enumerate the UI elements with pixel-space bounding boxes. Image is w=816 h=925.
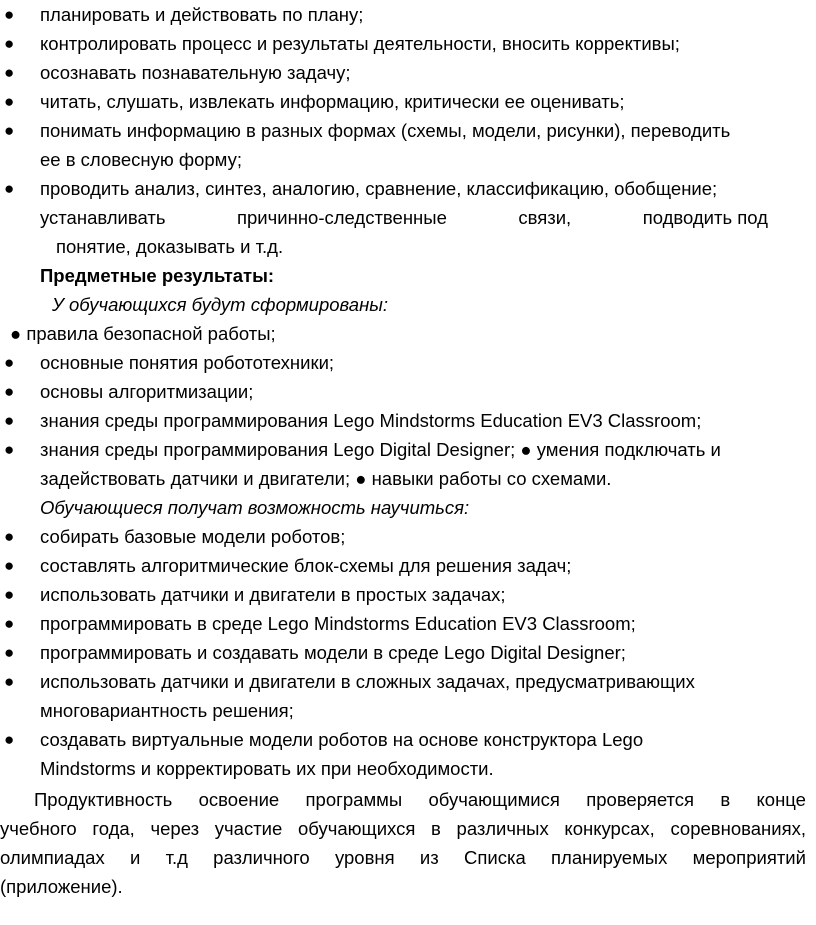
list-item-text: составлять алгоритмические блок-схемы для решения задач; [40, 555, 572, 576]
bullet-icon: ● [4, 585, 15, 604]
list-item-text: основы алгоритмизации; [40, 381, 254, 402]
bullet-icon: ● [4, 672, 15, 691]
paragraph-line: (приложение). [0, 876, 123, 897]
bullet-icon: ● [4, 63, 15, 82]
safety-rules-item: ● правила безопасной работы; [10, 323, 276, 344]
bullet-icon: ● [4, 440, 15, 459]
bullet-icon: ● [4, 643, 15, 662]
list-item [0, 0, 808, 29]
word: подводить под [642, 207, 768, 228]
list-item-text: понятие, доказывать и т.д. [56, 236, 284, 257]
list-item-text: контролировать процесс и результаты деятельности, вносить коррективы; [40, 33, 680, 54]
bullet-icon: ● [4, 92, 15, 111]
word: различных [456, 818, 549, 839]
list-item [0, 551, 808, 580]
final-paragraph [0, 785, 806, 901]
list-item-text: программировать и создавать модели в среде Lego Digital Designer; [40, 642, 626, 663]
list-item-text: осознавать познавательную задачу; [40, 62, 351, 83]
word: конкурсах, [564, 818, 655, 839]
list-item-text: знания среды программирования Lego Mindstorms Education EV3 Classroom; [40, 410, 702, 431]
bullet-icon: ● [4, 556, 15, 575]
list-item-text: собирать базовые модели роботов; [40, 526, 346, 547]
list-item [0, 58, 808, 87]
list-item-text: проводить анализ, синтез, аналогию, сравнение, классификацию, обобщение; [40, 178, 718, 199]
word: олимпиадах [0, 847, 105, 868]
list-item-text: задействовать датчики и двигатели; ● навыки работы со схемами. [40, 468, 612, 489]
paragraph-line [0, 843, 806, 872]
list-item-text: знания среды программирования Lego Digital Designer; ● умения подключать и [40, 439, 721, 460]
word: различного [213, 847, 310, 868]
list-item-text: программировать в среде Lego Mindstorms Education EV3 Classroom; [40, 613, 636, 634]
word: через [150, 818, 200, 839]
justified-line [40, 203, 768, 232]
list-item-text: ее в словесную форму; [40, 149, 242, 170]
list-item [0, 638, 808, 667]
list-item [0, 348, 808, 377]
list-item [0, 580, 808, 609]
learn-intro: Обучающиеся получат возможность научиться: [40, 497, 470, 518]
word: освоение [198, 789, 280, 810]
word: в [720, 789, 731, 810]
word: устанавливать [40, 207, 166, 228]
word: обучающихся [297, 818, 416, 839]
list-item-text: основные понятия робототехники; [40, 352, 335, 373]
list-item [0, 406, 808, 435]
word: программы [305, 789, 403, 810]
word: мероприятий [692, 847, 806, 868]
word: из [419, 847, 439, 868]
list-item-text: понимать информацию в разных формах (схемы, модели, рисунки), переводить [40, 120, 731, 141]
word: уровня [334, 847, 395, 868]
word: учебного [0, 818, 77, 839]
word: т.д [165, 847, 188, 868]
word: в [431, 818, 441, 839]
list-item-text: использовать датчики и двигатели в простых задачах; [40, 584, 506, 605]
list-item [0, 522, 808, 551]
bullet-icon: ● [4, 527, 15, 546]
bullet-icon: ● [4, 382, 15, 401]
word: конце [756, 789, 806, 810]
list-item-combined [0, 435, 808, 493]
bullet-icon: ● [4, 179, 15, 198]
bullet-icon: ● [4, 730, 15, 749]
word: планируемых [551, 847, 668, 868]
word: связи, [518, 207, 572, 228]
list-item [0, 609, 808, 638]
list-item-text: использовать датчики и двигатели в сложных задачах, предусматривающих [40, 671, 695, 692]
bullet-icon: ● [4, 353, 15, 372]
bullet-icon: ● [4, 34, 15, 53]
list-item-text: создавать виртуальные модели роботов на основе конструктора Lego [40, 729, 644, 750]
word: Продуктивность [34, 789, 173, 810]
subject-results-heading: Предметные результаты: [40, 265, 275, 286]
list-item-text: планировать и действовать по плану; [40, 4, 364, 25]
list-item-text: Mindstorms и корректировать их при необходимости. [40, 758, 494, 779]
list-item-virtual [0, 725, 808, 783]
list-item-complex [0, 667, 808, 725]
paragraph-line [0, 785, 806, 814]
list-item [0, 29, 808, 58]
list-item-forms [0, 116, 808, 174]
list-item-analysis [0, 174, 808, 261]
list-item [0, 87, 808, 116]
list-item [0, 377, 808, 406]
bullet-icon: ● [4, 121, 15, 140]
formed-intro: У обучающихся будут сформированы: [52, 294, 388, 315]
list-item-text: многовариантность решения; [40, 700, 294, 721]
word: года, [92, 818, 135, 839]
word: и [129, 847, 141, 868]
word: проверяется [586, 789, 695, 810]
bullet-icon: ● [4, 614, 15, 633]
list-item-text: читать, слушать, извлекать информацию, критически ее оценивать; [40, 91, 625, 112]
word: обучающимися [428, 789, 560, 810]
bullet-icon: ● [4, 5, 15, 24]
word: причинно-следственные [236, 207, 447, 228]
word: Списка [463, 847, 526, 868]
bullet-icon: ● [4, 411, 15, 430]
word: участие [214, 818, 283, 839]
word: соревнованиях, [670, 818, 806, 839]
paragraph-line [0, 814, 806, 843]
